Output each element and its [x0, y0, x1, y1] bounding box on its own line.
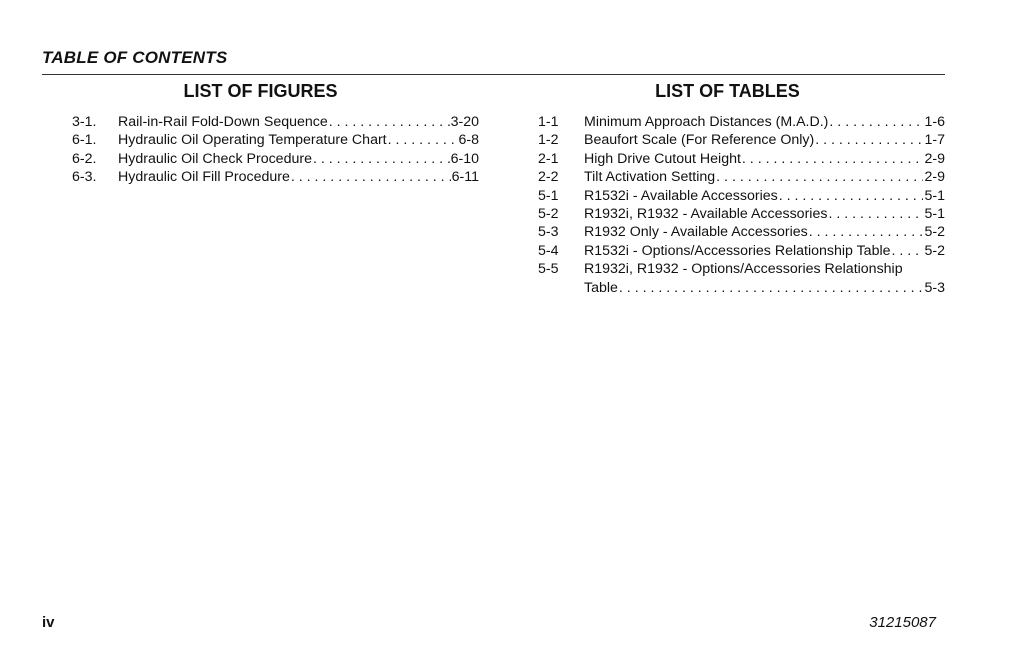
dot-leader: [329, 113, 450, 131]
list-of-figures-heading: LIST OF FIGURES: [183, 81, 338, 101]
figure-number: 6-3.: [72, 169, 97, 186]
table-entry[interactable]: [538, 168, 945, 186]
table-title: R1532i - Options/Accessories Relationship Table: [584, 242, 891, 259]
table-entry-continuation[interactable]: [538, 279, 945, 297]
table-title: Beaufort Scale (For Reference Only): [584, 132, 815, 149]
table-title: High Drive Cutout Height: [584, 150, 741, 167]
table-title: R1932i, R1932 - Options/Accessories Relationship: [584, 261, 903, 278]
figure-page: 6-8: [458, 132, 479, 149]
table-number: 2-2: [538, 169, 559, 186]
table-number: 1-2: [538, 132, 559, 149]
table-number: 5-5: [538, 261, 559, 278]
table-number: 5-3: [538, 224, 559, 241]
figure-number: 6-1.: [72, 132, 97, 149]
table-page: 5-1: [924, 206, 945, 223]
dot-leader: [828, 205, 923, 223]
table-title: R1932i, R1932 - Available Accessories: [584, 206, 828, 223]
tables-list: [538, 113, 945, 297]
dot-leader: [809, 223, 924, 241]
table-entry[interactable]: [538, 113, 945, 131]
figure-number: 6-2.: [72, 150, 97, 167]
figure-page: 3-20: [450, 114, 479, 130]
figure-number: 3-1.: [72, 114, 97, 130]
table-entry[interactable]: [538, 187, 945, 205]
dot-leader: [291, 168, 451, 186]
table-title: R1532i - Available Accessories: [584, 187, 778, 204]
table-title: R1932 Only - Available Accessories: [584, 224, 808, 241]
table-page: 1-6: [924, 114, 945, 130]
dot-leader: [388, 131, 458, 149]
table-page: 2-9: [924, 169, 945, 186]
table-entry[interactable]: [538, 260, 945, 278]
figure-page: 6-11: [451, 169, 479, 186]
figure-entry[interactable]: [72, 150, 479, 168]
table-number: 2-1: [538, 150, 559, 167]
dot-leader: [779, 187, 924, 205]
dot-leader: [716, 168, 923, 186]
table-page: 5-3: [924, 279, 945, 296]
figure-page: 6-10: [450, 150, 479, 167]
table-number: 5-2: [538, 206, 559, 223]
table-page: 5-1: [924, 187, 945, 204]
figure-title: Hydraulic Oil Operating Temperature Chart: [118, 132, 387, 149]
table-page: 5-2: [924, 224, 945, 241]
figure-title: Hydraulic Oil Fill Procedure: [118, 169, 290, 186]
figure-entry[interactable]: [72, 113, 479, 131]
dot-leader: [313, 150, 450, 168]
table-page: 5-2: [924, 242, 945, 259]
header-rule: [42, 74, 945, 75]
figure-entry[interactable]: [72, 168, 479, 186]
page-number: iv: [42, 614, 55, 631]
figure-title: Hydraulic Oil Check Procedure: [118, 150, 312, 167]
dot-leader: [815, 131, 923, 149]
figure-entry[interactable]: [72, 131, 479, 149]
dot-leader: [619, 279, 924, 297]
table-title: Minimum Approach Distances (M.A.D.): [584, 114, 829, 130]
figure-title: Rail-in-Rail Fold-Down Sequence: [118, 114, 328, 130]
table-number: 5-1: [538, 187, 559, 204]
table-page: 2-9: [924, 150, 945, 167]
table-page: 1-7: [924, 132, 945, 149]
table-title-continuation: Table: [584, 279, 618, 296]
table-entry[interactable]: [538, 223, 945, 241]
list-of-tables-heading: LIST OF TABLES: [655, 81, 800, 101]
page-title: TABLE OF CONTENTS: [42, 48, 228, 67]
dot-leader: [829, 113, 923, 131]
table-entry[interactable]: [538, 150, 945, 168]
table-number: 5-4: [538, 242, 559, 259]
table-number: 1-1: [538, 114, 559, 130]
table-entry[interactable]: [538, 242, 945, 260]
table-title: Tilt Activation Setting: [584, 169, 716, 186]
figures-list: [72, 113, 479, 187]
table-entry[interactable]: [538, 205, 945, 223]
dot-leader: [742, 150, 924, 168]
document-number: 31215087: [869, 614, 936, 631]
table-entry[interactable]: [538, 131, 945, 149]
dot-leader: [892, 242, 924, 260]
